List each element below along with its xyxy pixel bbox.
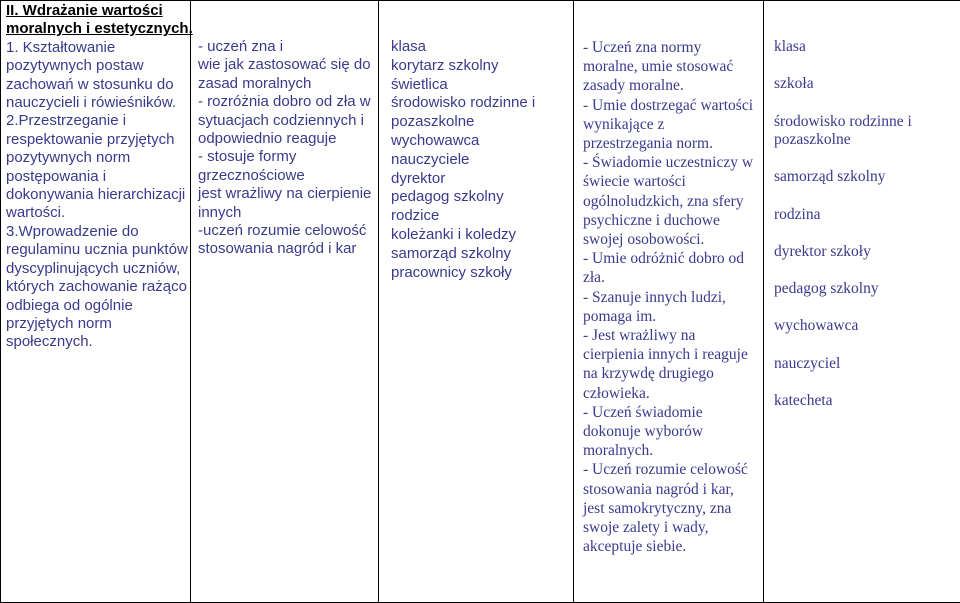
expected-effect-line: - Uczeń świadomie	[583, 403, 703, 421]
responsible-line: szkoła	[774, 75, 814, 93]
outcome-line: sytuacjach codziennych i	[198, 111, 364, 129]
responsible-lines	[764, 1, 960, 410]
outcome-line: odpowiednio reaguje	[198, 130, 337, 148]
expected-effect-line: akceptuje siebie.	[583, 538, 687, 556]
outcome-line: - rozróżnia dobro od zła w	[198, 93, 371, 111]
expected-effect-line: pomaga im.	[583, 307, 657, 325]
goal-line: dyscyplinujących uczniów,	[6, 259, 181, 277]
place-person-line: nauczyciele	[391, 150, 470, 168]
place-person-line: dyrektor	[391, 169, 446, 187]
place-person-line: rodzice	[391, 207, 440, 225]
outcomes-cell	[191, 1, 379, 603]
expected-effect-line: na krzywdę drugiego	[583, 365, 714, 383]
outcome-line: jest wrażliwy na cierpienie	[198, 185, 372, 203]
outcome-line: -uczeń rozumie celowość	[198, 222, 367, 240]
expected-effect-line: człowieka.	[583, 384, 650, 402]
expected-effect-line: swoje zalety i wady,	[583, 519, 709, 537]
place-person-line: pracownicy szkoły	[391, 263, 512, 281]
expected-effect-line: - Szanuje innych ludzi,	[583, 288, 726, 306]
expected-effect-line: zasady moralne.	[583, 77, 684, 95]
expected-effect-line: dokonuje wyborów	[583, 423, 704, 441]
place-person-line: pozaszkolne	[391, 113, 475, 131]
goal-line: 2.Przestrzeganie i	[6, 112, 127, 130]
outcome-line: - stosuje formy	[198, 148, 297, 166]
outcome-line: wie jak zastosować się do	[198, 56, 371, 74]
section-title-line-2: moralnych i estetycznych.	[6, 20, 193, 38]
expected-effect-line: zła.	[583, 269, 605, 287]
goal-line: pozytywnych norm	[6, 149, 131, 167]
expected-effect-line: świecie wartości	[583, 173, 686, 191]
responsible-line: wychowawca	[774, 317, 859, 335]
responsible-line: samorząd szkolny	[774, 168, 886, 186]
goal-line: zachowań w stosunku do	[6, 75, 174, 93]
expected-effect-line: ogólnoludzkich, zna sfery	[583, 192, 744, 210]
expected-effect-line: moralne, umie stosować	[583, 58, 734, 76]
goals-text	[1, 1, 193, 352]
goals-lines	[6, 39, 186, 352]
expected-effect-line: - Uczeń zna normy	[583, 39, 702, 56]
goal-line: pozytywnych postaw	[6, 57, 144, 75]
place-person-line: środowisko rodzinne i	[391, 94, 536, 112]
goal-line: postępowania i	[6, 167, 107, 185]
table-row	[1, 1, 960, 603]
goal-line: których zachowanie rażąco	[6, 278, 187, 296]
goals-cell	[1, 1, 191, 603]
expected-effects-cell	[574, 1, 764, 603]
goal-line: respektowanie przyjętych	[6, 130, 175, 148]
section-title-line-1: II. Wdrażanie wartości	[6, 2, 163, 19]
expected-effect-line: stosowania nagród i kar,	[583, 480, 734, 498]
responsible-cell	[764, 1, 960, 603]
responsible-line: nauczyciel	[774, 354, 841, 372]
expected-effect-line: cierpienia innych i reaguje	[583, 346, 748, 364]
place-person-line: samorząd szkolny	[391, 244, 512, 262]
outcome-line: stosowania nagród i kar	[198, 240, 357, 258]
goal-line: 3.Wprowadzenie do	[6, 222, 139, 240]
goal-line: społecznych.	[6, 333, 93, 351]
place-person-line: wychowawca	[391, 131, 480, 149]
expected-effect-line: - Umie odróżnić dobro od	[583, 250, 744, 268]
responsible-line: pedagog szkolny	[774, 280, 879, 298]
responsible-line: klasa	[774, 38, 806, 55]
responsible-line: katecheta	[774, 392, 833, 410]
place-person-line: klasa	[391, 38, 427, 55]
outcomes-lines	[191, 1, 378, 259]
responsible-line: środowisko rodzinne i	[774, 112, 912, 130]
goal-line: przyjętych norm	[6, 314, 112, 332]
goal-line: regulaminu ucznia punktów	[6, 241, 188, 259]
outcome-line: grzecznościowe	[198, 166, 305, 184]
expected-effect-line: moralnych.	[583, 442, 654, 460]
outcome-line: zasad moralnych	[198, 74, 312, 92]
expected-effects-lines	[574, 1, 763, 556]
places-people-cell	[379, 1, 574, 603]
goal-line: nauczycieli i rówieśników.	[6, 94, 177, 112]
places-people-lines	[379, 1, 573, 282]
place-person-line: pedagog szkolny	[391, 188, 504, 206]
expected-effect-line: - Świadomie uczestniczy w	[583, 154, 754, 172]
expected-effect-line: przestrzegania norm.	[583, 135, 713, 153]
expected-effect-line: - Uczeń rozumie celowość	[583, 461, 748, 479]
place-person-line: świetlica	[391, 75, 448, 93]
expected-effect-line: jest samokrytyczny, zna	[583, 499, 732, 517]
expected-effect-line: - Jest wrażliwy na	[583, 327, 696, 345]
goal-line: 1. Kształtowanie	[6, 38, 116, 56]
responsible-line: dyrektor szkoły	[774, 242, 871, 260]
place-person-line: koleżanki i koledzy	[391, 225, 517, 243]
outcome-line: innych	[198, 203, 242, 221]
goal-line: wartości.	[6, 204, 66, 222]
expected-effect-line: swojej osobowości.	[583, 231, 705, 249]
expected-effect-line: psychiczne i duchowe	[583, 211, 720, 229]
responsible-line: pozaszkolne	[774, 131, 851, 148]
expected-effect-line: - Umie dostrzegać wartości	[583, 96, 754, 114]
goal-line: dokonywania hierarchizacji	[6, 186, 186, 204]
place-person-line: korytarz szkolny	[391, 56, 499, 74]
outcome-line: - uczeń zna i	[198, 38, 284, 55]
goal-line: odbiega od ogólnie	[6, 296, 133, 314]
responsible-line: rodzina	[774, 205, 821, 223]
expected-effect-line: wynikające z	[583, 115, 665, 133]
